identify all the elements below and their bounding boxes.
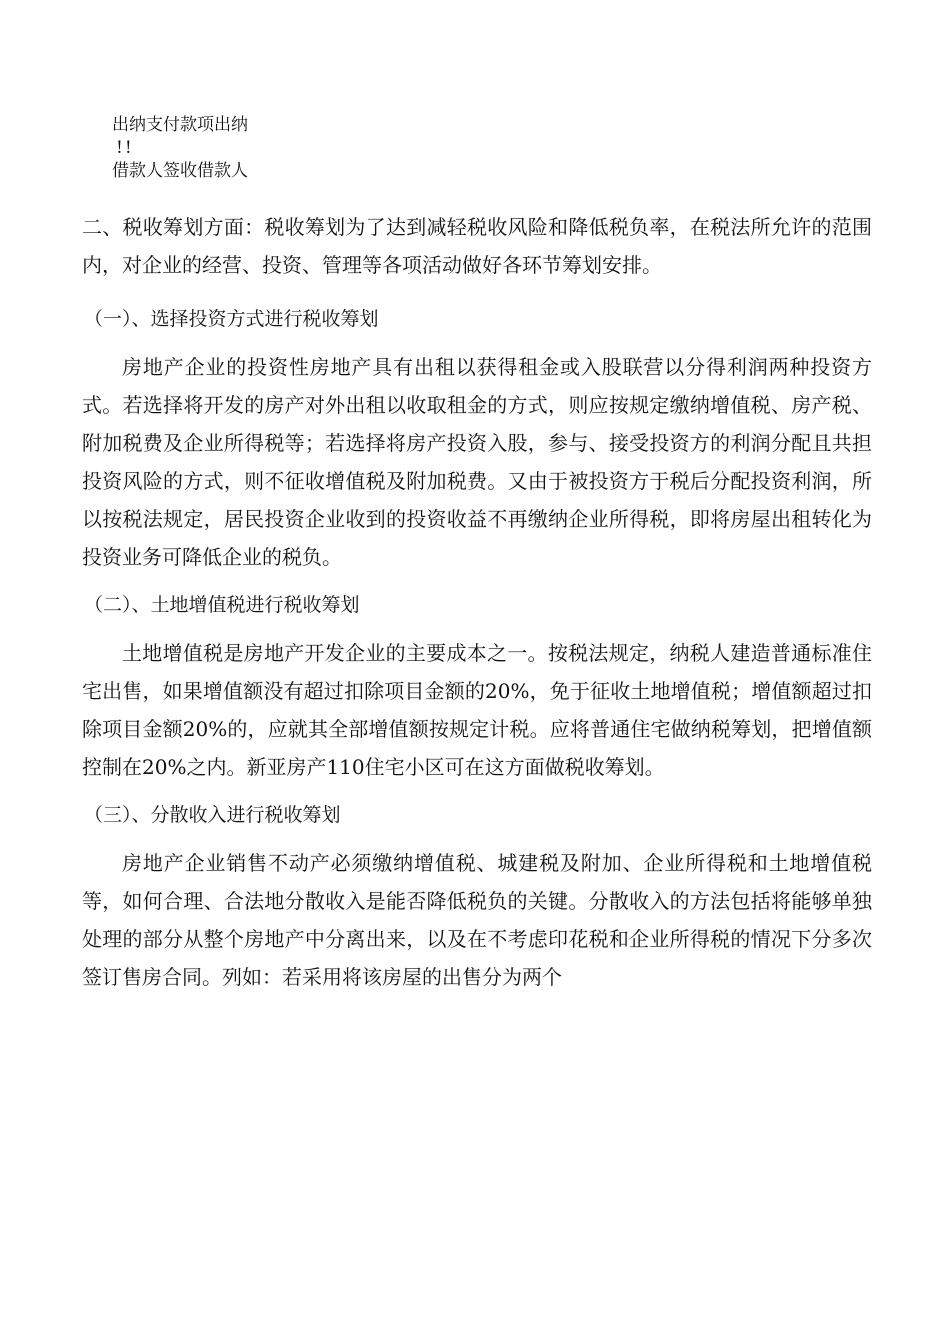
subsection-heading-split-income: （三）、分散收入进行税收筹划 [84, 804, 341, 826]
subsection-heading-land-appreciation-tax: （二）、土地增值税进行税收筹划 [84, 594, 360, 616]
flow-line-borrower-sign: 借款人签收借款人 [112, 161, 248, 181]
flow-line-cashier-payment: 出纳支付款项出纳 [112, 115, 248, 135]
subsection-heading-investment-method: （一）、选择投资方式进行税收筹划 [84, 308, 379, 330]
section-intro-paragraph: 二、税收筹划方面：税收筹划为了达到减轻税收风险和降低税负率，在税法所允许的范围内，对企业的经营、投资、管理等各项活动做好各环节筹划安排。 [82, 215, 872, 277]
subsection-body-investment-method: 房地产企业的投资性房地产具有出租以获得租金或入股联营以分得利润两种投资方式。若选择将开发的房产对外出租以收取租金的方式，则应按规定缴纳增值税、房产税、附加税费及企业所得税等；若选择将房产投资入股，参与、接受投资方的利润分配且共担投资风险的方式，则不征收增值税及附加税费。又由于被投资方于税后分配投资利润，所以按税法规定，居民投资企业收到的投资收益不再缴纳企业所得税，即将房屋出租转化为投资业务可降低企业的税负。 [82, 355, 872, 569]
main-content [82, 208, 872, 1008]
payment-flow-note [112, 112, 432, 184]
subsection-body-split-income: 房地产企业销售不动产必须缴纳增值税、城建税及附加、企业所得税和土地增值税等，如何合理、合法地分散收入是能否降低税负的关键。分散收入的方法包括将能够单独处理的部分从整个房地产中分离出来，以及在不考虑印花税和企业所得税的情况下分多次签订售房合同。列如：若采用将该房屋的出售分为两个 [82, 851, 872, 989]
flow-arrow-marks: !! [116, 138, 134, 158]
subsection-body-land-appreciation-tax: 土地增值税是房地产开发企业的主要成本之一。按税法规定，纳税人建造普通标准住宅出售，如果增值额没有超过扣除项目金额的20%，免于征收土地增值税；增值额超过扣除项目金额20%的，应就其全部增值额按规定计税。应将普通住宅做纳税筹划，把增值额控制在20%之内。新亚房产110住宅小区可在这方面做税收筹划。 [82, 641, 872, 779]
